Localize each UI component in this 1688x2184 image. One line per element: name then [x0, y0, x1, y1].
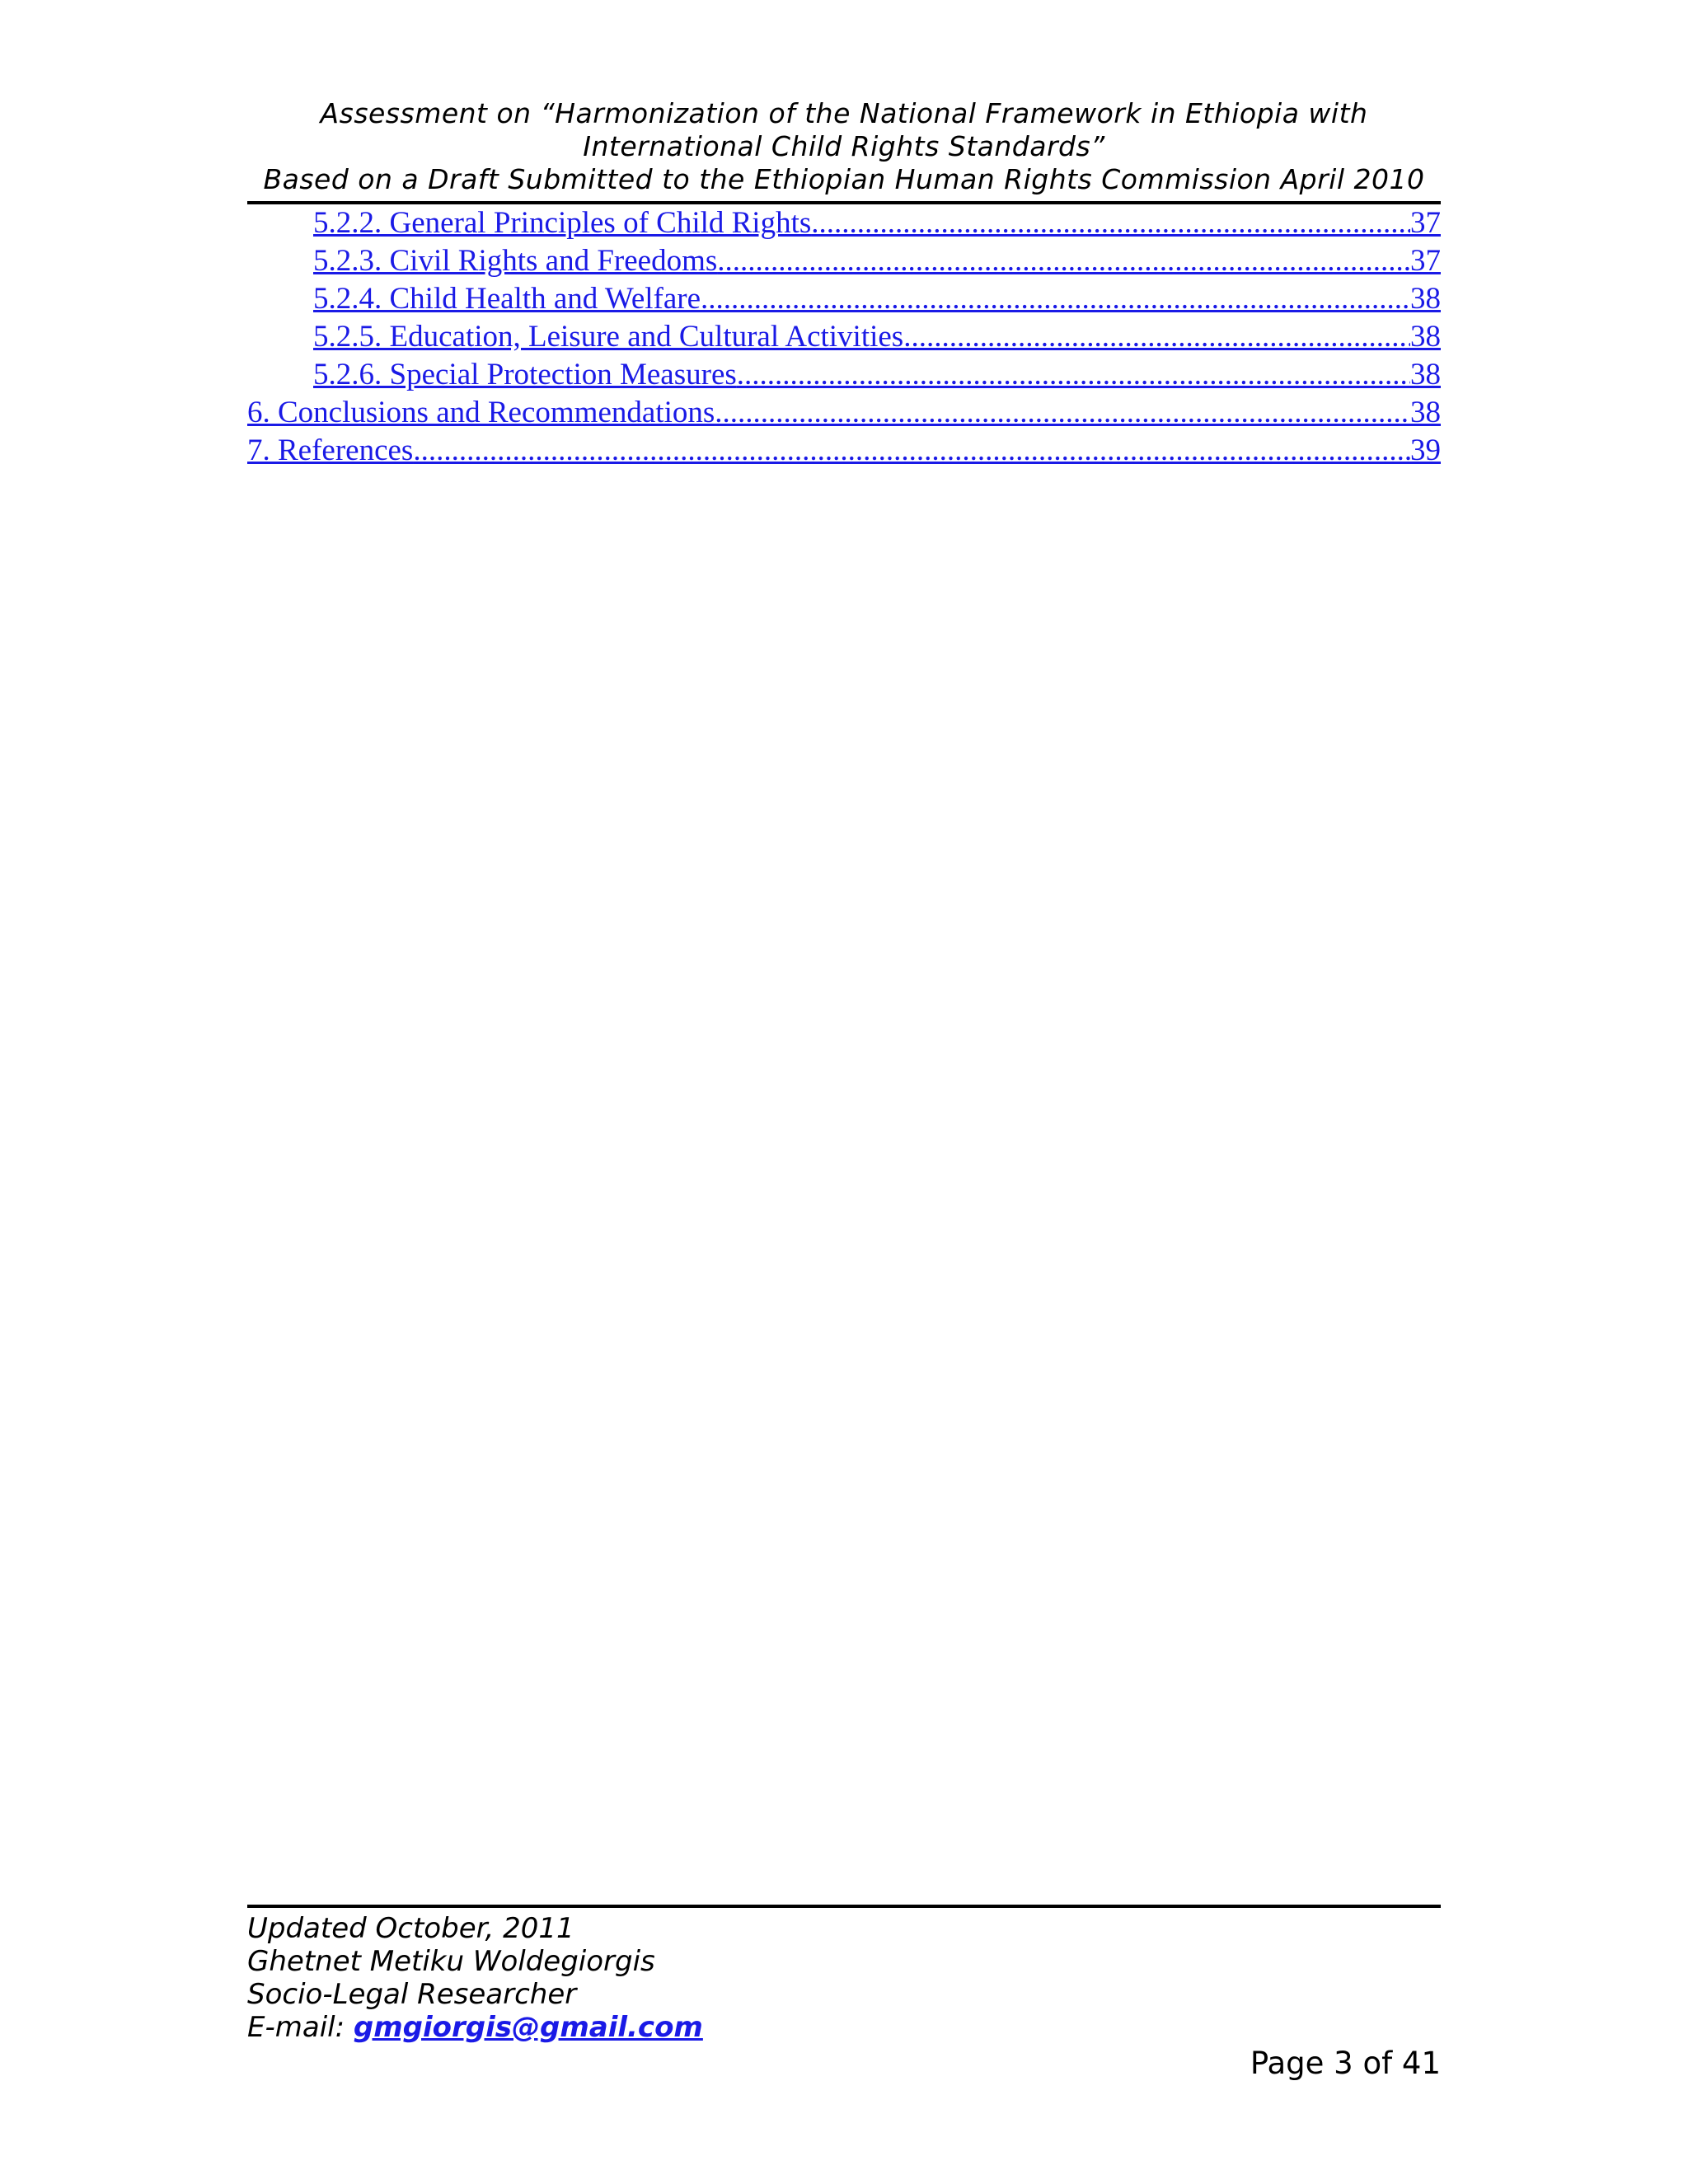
toc-entry-page: 39 [1410, 434, 1441, 467]
toc-dot-leader [811, 204, 1410, 242]
toc-entry-5-2-2[interactable] [247, 204, 1441, 242]
toc-entry-7[interactable] [247, 432, 1441, 470]
header-line-1: Assessment on “Harmonization of the National Framework in Ethiopia with [320, 97, 1368, 129]
footer-updated: Updated October, 2011 [247, 1912, 574, 1945]
toc-entry-5-2-6[interactable] [247, 356, 1441, 394]
toc-entry-title: 7. References [247, 434, 414, 467]
header-line-2: International Child Rights Standards” [583, 130, 1105, 162]
toc-entry-title: 5.2.5. Education, Leisure and Cultural Activities [313, 320, 904, 354]
footer-email-line [247, 2011, 989, 2044]
toc-entry-title: 5.2.3. Civil Rights and Freedoms [313, 244, 718, 278]
page-number: Page 3 of 41 [1250, 2046, 1441, 2081]
toc-dot-leader [715, 394, 1410, 432]
footer-email-label: E-mail: [247, 2011, 354, 2044]
footer-author: Ghetnet Metiku Woldegiorgis [247, 1945, 655, 1978]
running-footer [247, 1912, 989, 2044]
toc-entry-title: 6. Conclusions and Recommendations [247, 396, 715, 429]
footer-email-link[interactable]: gmgiorgis@gmail.com [353, 2011, 703, 2044]
toc-entry-page: 38 [1410, 358, 1441, 391]
running-header [247, 97, 1441, 196]
toc-entry-title: 5.2.2. General Principles of Child Rights [313, 206, 812, 240]
toc-entry-title: 5.2.4. Child Health and Welfare [313, 282, 701, 316]
toc-entry-5-2-5[interactable] [247, 318, 1441, 356]
toc-entry-6[interactable] [247, 394, 1441, 432]
toc-entry-title: 5.2.6. Special Protection Measures [313, 358, 737, 391]
toc-dot-leader [903, 318, 1410, 356]
footer-rule [247, 1905, 1441, 1908]
toc-entry-5-2-3[interactable] [247, 242, 1441, 280]
toc-dot-leader [717, 242, 1410, 280]
toc-dot-leader [701, 280, 1410, 318]
toc-entry-page: 38 [1410, 396, 1441, 429]
toc-dot-leader [413, 432, 1410, 470]
header-line-3: Based on a Draft Submitted to the Ethiopian Human Rights Commission April 2010 [263, 163, 1425, 195]
toc-entry-page: 37 [1410, 206, 1441, 240]
table-of-contents [247, 204, 1441, 470]
toc-entry-page: 38 [1410, 282, 1441, 316]
footer-role: Socio-Legal Researcher [247, 1978, 577, 2011]
toc-entry-page: 37 [1410, 244, 1441, 278]
toc-entry-5-2-4[interactable] [247, 280, 1441, 318]
toc-dot-leader [737, 356, 1410, 394]
toc-entry-page: 38 [1410, 320, 1441, 354]
